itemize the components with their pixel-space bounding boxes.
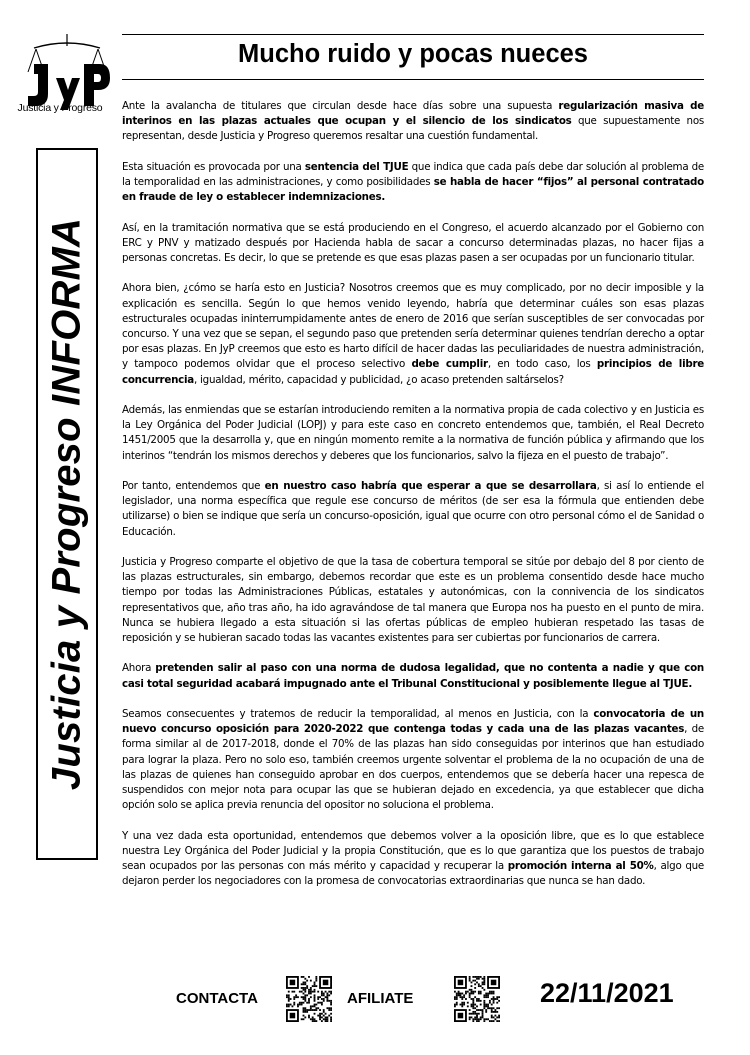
text: , igualdad, mérito, capacidad y publicidad, ¿o acaso pretenden saltárselos? bbox=[194, 373, 564, 386]
vertical-banner-text: Justicia y Progreso INFORMA bbox=[44, 217, 89, 791]
text: Ahora bien, ¿cómo se haría esto en Justicia? Nosotros creemos que es muy complicado, por no decir imposible y la explicación es sencilla. Según lo que hemos venido leyendo, habría que determinar cuáles son esas plazas estructurales ocupadas ininterrumpidamente antes de enero de 2016 que serían susceptibles de ser convocadas por concurso. Y una vez que se sepan, el segundo paso que pretenden sería determinar quienes tendrían derecho a optar por esas plazas. En JyP creemos que esto es harto difícil de hacer dadas las peculiaridades de nuestra administración, y tampoco podemos olvidar que el proceso selectivo bbox=[122, 282, 704, 371]
text: Esta situación es provocada por una bbox=[122, 160, 305, 173]
text: que supuestamente nos representan, desde Justicia y Progreso queremos resaltar una cuestión fundamental. bbox=[122, 115, 704, 143]
paragraph bbox=[122, 829, 704, 890]
text: Así, en la tramitación normativa que se está produciendo en el Congreso, el acuerdo alcanzado por el Gobierno con ERC y PNV y matizado después por Hacienda habla de sacar a concurso determinadas plazas, no hacer fijas a personas concretas. Es decir, lo que se pretende es que esas plazas pasen a ser ocupadas por un funcionario titular. bbox=[122, 221, 704, 264]
bold-text: sentencia del TJUE bbox=[304, 160, 409, 173]
date-label: 22/11/2021 bbox=[540, 978, 674, 1008]
paragraph bbox=[122, 403, 704, 464]
paragraph bbox=[122, 707, 704, 813]
bold-text: pretenden salir al paso con una norma de dudosa legalidad, que no contenta a nadie y que con casi total seguridad acabará impugnado ante el Tribunal Constitucional y posiblemente llegue al TJUE. bbox=[122, 662, 705, 690]
logo-caption: Justicia y Progreso bbox=[17, 102, 103, 114]
text: Justicia y Progreso comparte el objetivo de que la tasa de cobertura temporal se sitúe por debajo del 8 por ciento de las plazas estructurales, sin embargo, debemos recordar que este es un problema consentido desde hace mucho tiempo por todas las Administraciones Públicas, estatales y autonómicas, con la connivencia de los sindicatos representativos que, año tras año, ha ido agravándose de tal manera que Europa nos ha puesto en el punto de mira. Nunca se hubiera llegado a esta situación si las ofertas públicas de empleo hubieran respetado las tasas de reposición y se hubieran sacado todas las vacantes existentes para ser cubiertas por funcionarios de carrera. bbox=[122, 556, 704, 645]
paragraph bbox=[122, 160, 704, 206]
text: , algo que dejaron perder los negociadores con la promesa de convocatorias extraordinarias que nunca se han dado. bbox=[122, 860, 704, 888]
page-title: Mucho ruido y pocas nueces bbox=[238, 40, 588, 68]
vertical-banner bbox=[36, 148, 98, 860]
paragraph bbox=[122, 281, 704, 387]
bold-text: en nuestro caso habría que esperar a que se desarrollara bbox=[264, 480, 597, 492]
bold-text: convocatoria de un nuevo concurso oposición para 2020-2022 que contenga todas y cada una de las plazas vacantes bbox=[122, 708, 704, 736]
affiliate-label: AFILIATE bbox=[347, 990, 414, 1007]
paragraph bbox=[122, 555, 704, 646]
bold-text: se habla de hacer “fijos” al personal contratado en fraude de ley o establecer indemnizaciones. bbox=[122, 176, 704, 204]
paragraph bbox=[122, 99, 704, 145]
text: Además, las enmiendas que se estarían introduciendo remiten a la normativa propia de cada colectivo y en Justicia es la Ley Orgánica del Poder Judicial (LOPJ) y para este caso en concreto entendemos que, también, el Real Decreto 1451/2005 que la desarrolla y, que en ningún momento remite a la normativa de función pública y afirmando que los interinos “tendrán los mismos derechos y deberes que los funcionarios, salvo la fijeza en el puesto de trabajo”. bbox=[122, 404, 704, 462]
text: Por tanto, entendemos que bbox=[122, 480, 265, 492]
paragraph bbox=[122, 221, 704, 267]
text: , de forma similar al de 2017-2018, donde el 70% de las plazas han sido conseguidas por interinos que han estudiado para lograr la plaza. Pero no solo eso, también creemos urgente solventar el problema de la no ocupación de una de las plazas de quienes han conseguido aprobar en dos cuerpos, entendemos que se debería hacer una repesca de suspendidos con mejor nota para ocupar las que se hubieran dejado en excedencia, ya que establecer que dicha opción solo se aplica previa renuncia del opositor no soluciona el problema. bbox=[122, 723, 704, 812]
bold-text: regularización masiva de interinos en las plazas actuales que ocupan y el silencio de los sindicatos bbox=[122, 100, 704, 128]
text: Ahora bbox=[122, 662, 156, 675]
qr-code-icon[interactable] bbox=[286, 976, 332, 1022]
paragraph bbox=[122, 479, 704, 540]
qr-code-icon[interactable] bbox=[454, 976, 500, 1022]
bold-text: promoción interna al 50% bbox=[507, 860, 654, 873]
title-bottom-rule bbox=[122, 79, 704, 80]
title-top-rule bbox=[122, 34, 704, 35]
paragraph bbox=[122, 661, 704, 691]
text: Seamos consecuentes y tratemos de reducir la temporalidad, al menos en Justicia, con la bbox=[122, 708, 594, 720]
bold-text: debe cumplir bbox=[411, 358, 488, 371]
contact-label: CONTACTA bbox=[176, 990, 258, 1007]
text: , si así lo entiende el legislador, una norma específica que regule ese concurso de méritos (de ser esa la fórmula que entienden debe utilizarse) o bien se indique que sería un concurso-oposición, igual que ocurre con otro personal cómo el de Sanidad o Educación. bbox=[122, 480, 704, 538]
text: , en todo caso, los bbox=[487, 358, 597, 371]
text: Ante la avalancha de titulares que circulan desde hace días sobre una supuesta bbox=[122, 100, 559, 112]
bold-text: principios de libre concurrencia bbox=[122, 358, 705, 386]
text: que indica que cada país debe dar solución al problema de la temporalidad en las administraciones, y como posibilidades bbox=[122, 160, 704, 188]
article-body bbox=[122, 99, 704, 905]
text: Y una vez dada esta oportunidad, entendemos que debemos volver a la oposición libre, que es lo que establece nuestra Ley Orgánica del Poder Judicial y la propia Constitución, que es lo que garantiza que los puestos de trabajo sean ocupados por las personas con más mérito y capacidad y recuperar la bbox=[122, 829, 704, 873]
